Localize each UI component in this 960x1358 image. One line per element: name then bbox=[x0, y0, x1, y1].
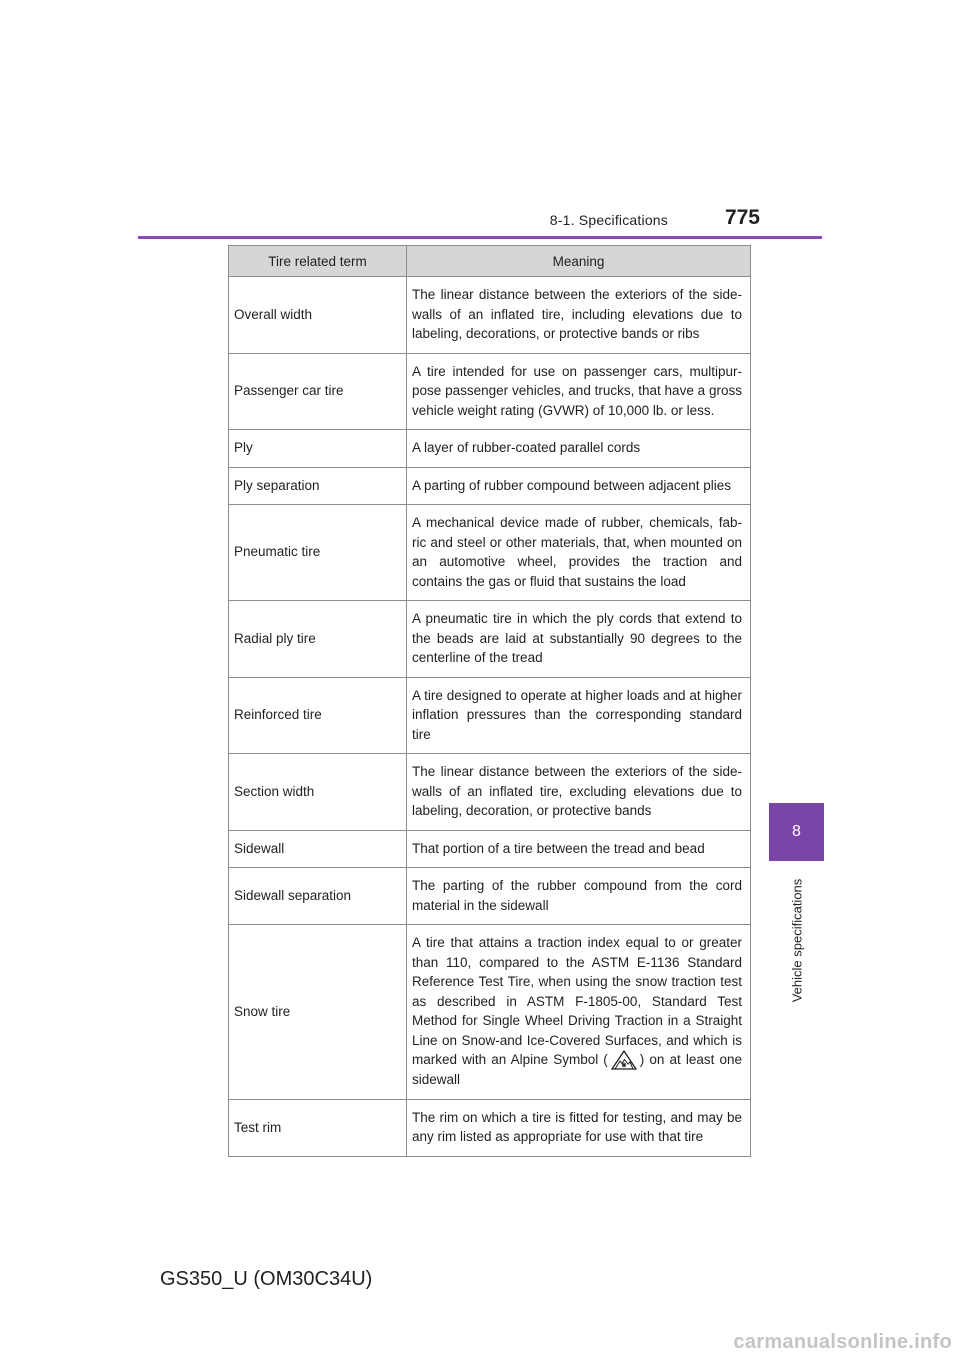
term-cell: Sidewall bbox=[229, 830, 407, 868]
chapter-tab[interactable] bbox=[769, 803, 824, 861]
meaning-cell: The linear distance between the exteriors of the side-walls of an inflated tire, excluding elevations due to labeling, decoration, or protective bands bbox=[407, 754, 751, 831]
table-header-row bbox=[229, 246, 751, 277]
meaning-cell: A layer of rubber-coated parallel cords bbox=[407, 430, 751, 468]
page-number: 775 bbox=[724, 206, 760, 229]
page-header bbox=[138, 200, 822, 239]
model-code: GS350_U (OM30C34U) bbox=[160, 1268, 373, 1290]
meaning-cell: The linear distance between the exteriors of the side-walls of an inflated tire, including elevations due to labeling, decorations, or protective bands or ribs bbox=[407, 277, 751, 354]
section-title: 8-1. Specifications bbox=[549, 212, 668, 228]
term-cell: Overall width bbox=[229, 277, 407, 354]
table-row bbox=[229, 353, 751, 430]
term-cell: Section width bbox=[229, 754, 407, 831]
term-cell: Sidewall separation bbox=[229, 868, 407, 925]
term-cell: Snow tire bbox=[229, 925, 407, 1100]
term-cell: Passenger car tire bbox=[229, 353, 407, 430]
meaning-text-before-icon: A tire that attains a traction index equal to or greater than 110, compared to the ASTM E-1136 Standard Reference Test Tire, when using the snow traction test as described in ASTM F-1805-00, Standard Test Method for Single Wheel Driving Traction in a Straight Line on Snow-and Ice-Covered Surfaces, and which is marked with an Alpine Symbol ( bbox=[412, 935, 742, 1067]
term-cell: Reinforced tire bbox=[229, 677, 407, 754]
table-row bbox=[229, 830, 751, 868]
meaning-cell: A tire designed to operate at higher loads and at higher inflation pressures than the corresponding standard tire bbox=[407, 677, 751, 754]
table-row bbox=[229, 430, 751, 468]
term-cell: Ply bbox=[229, 430, 407, 468]
meaning-cell: The rim on which a tire is fitted for testing, and may be any rim listed as appropriate for use with that tire bbox=[407, 1099, 751, 1156]
watermark-text: carmanualsonline.info bbox=[733, 1331, 952, 1353]
chapter-title: Vehicle specifications bbox=[789, 878, 805, 1002]
chapter-label bbox=[769, 870, 824, 1010]
table-row bbox=[229, 277, 751, 354]
meaning-cell: That portion of a tire between the tread and bead bbox=[407, 830, 751, 868]
term-cell: Radial ply tire bbox=[229, 601, 407, 678]
alpine-symbol-icon bbox=[611, 1050, 637, 1070]
table-row bbox=[229, 467, 751, 505]
table-row bbox=[229, 868, 751, 925]
term-cell: Test rim bbox=[229, 1099, 407, 1156]
meaning-cell: A pneumatic tire in which the ply cords that extend to the beads are laid at substantially 90 degrees to the centerline of the tread bbox=[407, 601, 751, 678]
meaning-text-after-icon: ) on at least one sidewall bbox=[412, 1052, 742, 1088]
table-row bbox=[229, 505, 751, 601]
table-row bbox=[229, 1099, 751, 1156]
tire-terms-table bbox=[228, 245, 751, 1157]
table-row bbox=[229, 677, 751, 754]
table-row bbox=[229, 754, 751, 831]
column-header-meaning: Meaning bbox=[407, 246, 751, 277]
meaning-cell: A parting of rubber compound between adjacent plies bbox=[407, 467, 751, 505]
chapter-number: 8 bbox=[792, 823, 801, 840]
table-row bbox=[229, 601, 751, 678]
meaning-cell bbox=[407, 925, 751, 1100]
column-header-term: Tire related term bbox=[229, 246, 407, 277]
table-row bbox=[229, 925, 751, 1100]
term-cell: Pneumatic tire bbox=[229, 505, 407, 601]
meaning-cell: A tire intended for use on passenger cars, multipur-pose passenger vehicles, and trucks, that have a gross vehicle weight rating (GVWR) of 10,000 lb. or less. bbox=[407, 353, 751, 430]
meaning-cell: The parting of the rubber compound from the cord material in the sidewall bbox=[407, 868, 751, 925]
term-cell: Ply separation bbox=[229, 467, 407, 505]
meaning-cell: A mechanical device made of rubber, chemicals, fab-ric and steel or other materials, that, when mounted on an automotive wheel, provides the traction and contains the gas or fluid that sustains the load bbox=[407, 505, 751, 601]
